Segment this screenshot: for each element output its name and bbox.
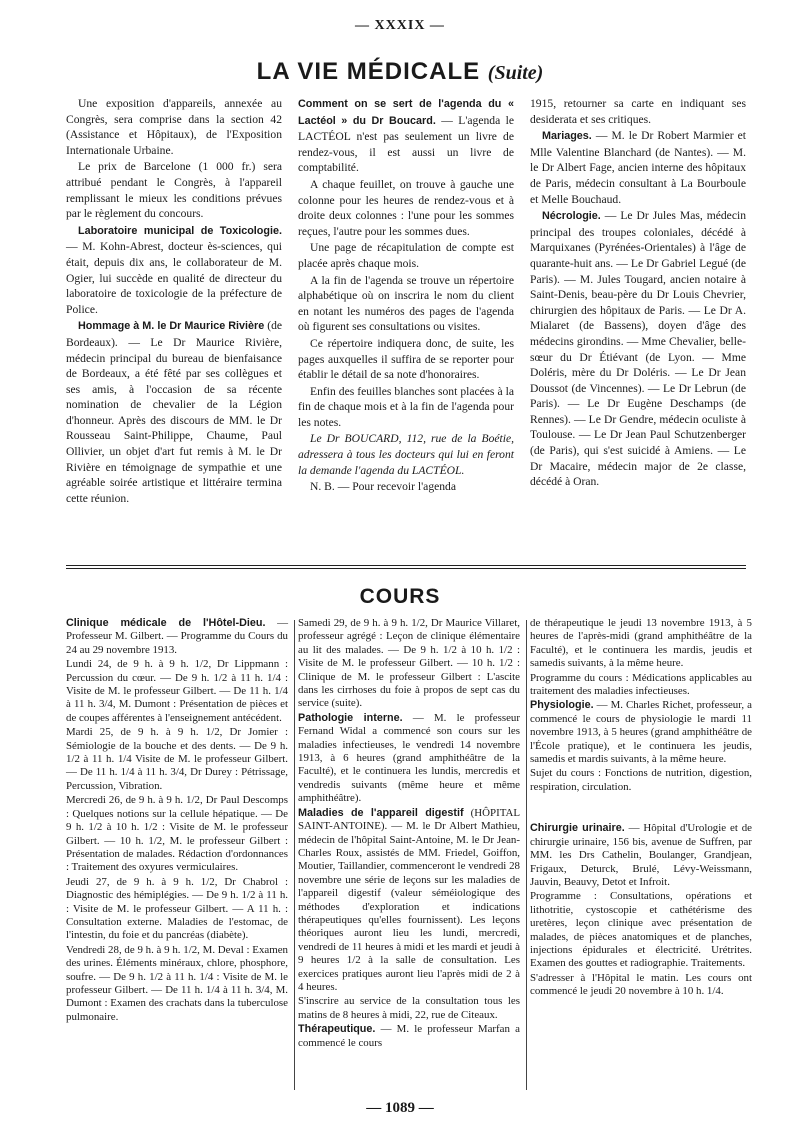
article-body: — Hôpital d'Urologie et de chirurgie urinaire, 156 bis, avenue de Suffren, par MM. les Drs Cathelin, Boulanger, Grandjean, Frigaux, Deturck, Brulé, Lévy-Weissmann, Jauvin, Beauvy, Detot et Infroit. <box>530 822 753 888</box>
cours-columns <box>66 617 752 1050</box>
schedule-lundi: Lundi 24, de 9 h. à 9 h. 1/2, Dr Lippmann : Percussion du cœur. — De 9 h. 1/2 à 11 h. 1/4 : Visite de M. le professeur Gilbert. — De 11 h. 1/4 à 11 h. 3/4, M. Dumont : Présentation de pièces et de coupes afférentes à l'enseignement antécédent. <box>66 658 288 724</box>
paragraph: Le prix de Barcelone (1 000 fr.) sera attribué pendant le Congrès, à l'appareil remplissant le mieux les conditions prévues par le règlement du concours. <box>66 160 282 221</box>
article-mariages <box>530 128 746 207</box>
paragraph: Une page de récapitulation de compte est placée après chaque mois. <box>298 241 514 270</box>
vie-medicale-column-1 <box>66 96 282 506</box>
cours-column-3 <box>530 617 752 1050</box>
vie-medicale-columns <box>66 96 746 506</box>
article-body: — Le Dr Jules Mas, médecin principal des troupes coloniales, décédé à Marquixanes (Pyrénées-Orientales) à l'âge de quarante-huit ans. — Le Dr Gabriel Legué (de Paris). — M. Jules Tougard, ancien notaire à Saint-Denis, beau-père du Dr Louis Chevrier, chirurgien des hôpitaux de Paris. — Le Dr A. Mialaret (de Bassens), doyen d'âge des médecins girondins. — Mme Chevalier, belle-sœur du Dr Étiévant (de Lyon. — Mme Doléris, mère du Dr Doléris. — Le Dr Jean Doussot (de Vincennes). — Le Dr Lebrun (de Paris). — Le Dr Eugène Deschamps (de Rennes). — Le Dr Gendre, médecin oculiste à Toulouse. — Le Dr Jean Paul Schutzenberger (de Paris), qui s'est suicidé à Amiens. — Le Dr Macaire, médecin major de 2e classe, décédé à Oran. <box>530 209 746 489</box>
page-roman-numeral: — XXXIX — <box>355 18 445 33</box>
article-digestif <box>298 807 520 995</box>
article-necrologie <box>530 208 746 490</box>
article-pathologie <box>298 712 520 806</box>
article-body: — L'agenda le LACTÉOL n'est pas seulement un livre de rendez-vous, il est aussi un livre de comptabilité. <box>298 113 515 175</box>
article-agenda <box>298 96 514 176</box>
italic-note: Le Dr BOUCARD, 112, rue de la Boétie, adressera à tous les docteurs qui lui en feront la demande l'agenda du LACTÉOL. <box>298 432 514 477</box>
schedule-vendredi: Vendredi 28, de 9 h. à 9 h. 1/2, M. Deval : Examen des urines. Éléments minéraux, chlore, phosphore, soufre. — De 9 h. 1/2 à 11 h. 1/4 : Visite de M. le professeur Gilbert. — De 11 h. 1/4 à 11 h. 3/4, M. Dumont : Examen des crachats dans la tuberculose pulmonaire. <box>66 943 288 1023</box>
article-body: (de Bordeaux). — Le Dr Maurice Rivière, médecin principal du bureau de bienfaisance de Bordeaux, a été fêté par ses collègues et ses amis, à l'occasion de sa récente nomination de chevalier de la Légion d'honneur. Après des discours de MM. le Dr Rousseau Saint-Philippe, Chaume, Paul Ollivier, un objet d'art fut remis à M. le Dr Rivière en témoignage de sympathie et une agréable soirée artistique et littéraire termina cette réunion. <box>66 319 283 505</box>
cours-column-1 <box>66 617 288 1050</box>
article-heading: Nécrologie. <box>542 210 601 223</box>
paragraph: Ce répertoire indiquera donc, de suite, les pages auxquelles il suffira de se reporter pour établir le détail de sa note d'honoraires. <box>298 336 514 382</box>
section-title-suffix: (Suite) <box>487 62 544 84</box>
schedule-mercredi: Mercredi 26, de 9 h. à 9 h. 1/2, Dr Paul Descomps : Quelques notions sur la cellule hépatique. — De 9 h. 1/2 à 10 h. 1/2 : Visite de M. le professeur Gilbert. — 10 h. 1/2, M. le professeur Gilbert : Présentation de malades. Rédaction d'ordonnances : Traitement des oxyures vermiculaires. <box>66 794 288 874</box>
schedule-mardi: Mardi 25, de 9 h. à 9 h. 1/2, Dr Jomier : Sémiologie de la bouche et des dents. — De 9 h. 1/2 à 11 h. 1/4 Visite de M. le professeur Gilbert. — De 11 h. 1/4 à 11 h. 3/4, Dr Durey : Pétrissage, Percussion, Vibration. <box>66 726 288 792</box>
article-body: — Professeur M. Gilbert. — Programme du Cours du 24 au 29 novembre 1913. <box>66 617 288 656</box>
page-number: — 1089 — <box>366 1100 434 1116</box>
cours-column-2 <box>298 617 520 1050</box>
schedule-jeudi: Jeudi 27, de 9 h. à 9 h. 1/2, Dr Chabrol : Diagnostic des hémiplégies. — De 9 h. 1/2 à 11 h. : Visite de M. le professeur Gilbert. — A 11 h. : Consultation externe. Maladies de l'estomac, de l'intestin, du foie et du pancréas (diabète). <box>66 875 288 942</box>
vie-medicale-column-3 <box>530 96 746 506</box>
article-heading: Pathologie interne. <box>298 711 403 724</box>
paragraph: S'adresser à l'Hôpital le matin. Les cours ont commencé le jeudi 20 novembre à 10 h. 1/4. <box>530 971 752 998</box>
article-therapeutique <box>298 1023 520 1050</box>
paragraph: de thérapeutique le jeudi 13 novembre 1913, à 5 heures de l'après-midi (grand amphithéâtre de la Faculté), et le continuera les mardis, jeudis et samedis suivants, à la même heure. <box>530 617 752 670</box>
paragraph: A chaque feuillet, on trouve à gauche une colonne pour les heures de rendez-vous et à droite deux colonnes : l'une pour les sommes reçues, l'autre pour les sommes dues. <box>298 177 514 238</box>
paragraph: Programme du cours : Médications applicables au traitement des maladies infectieuses. <box>530 671 752 698</box>
article-heading: Thérapeutique. <box>298 1023 376 1036</box>
article-heading: Chirurgie urinaire. <box>530 822 625 835</box>
article-heading: Hommage à M. le Dr Maurice Rivière <box>78 320 265 333</box>
article-heading: Comment on se sert de l'agenda du « Lactéol » du Dr Boucard. <box>298 98 514 127</box>
article-clinique <box>66 617 288 657</box>
article-body: — M. le professeur Marfan a commencé le cours <box>298 1023 520 1049</box>
paragraph-italic <box>298 431 514 478</box>
article-body: — M. le professeur Fernand Widal a commencé son cours sur les maladies infectieuses, le vendredi 14 novembre 1913, à 6 heures (grand amphithéâtre de la Faculté), et le continuera les lundis, mercredis et vendredis suivants (même heure et même amphithéâtre). <box>298 711 520 805</box>
section-title <box>0 58 800 86</box>
paragraph: Enfin des feuilles blanches sont placées à la fin de chaque mois et à la fin de l'agenda pour les notes. <box>298 384 514 429</box>
section-title-text: LA VIE MÉDICALE <box>256 58 481 85</box>
article-body: — M. le Dr Robert Marmier et Mlle Valentine Blanchard (de Nantes). — M. le Dr Albert Fage, ancien interne des hôpitaux de Paris, médecin consultant à La Bourboule et Melle Bouchaud. <box>530 129 746 206</box>
section-divider <box>66 568 746 569</box>
paragraph: N. B. — Pour recevoir l'agenda <box>310 480 457 494</box>
article-chirurgie <box>530 822 752 889</box>
article-body: — M. Charles Richet, professeur, a commencé le cours de physiologie le mardi 11 novembre 1913, à 5 heures (grand amphithéâtre de l'École pratique), et le continuera les jeudis, samedis et mardis suivants, à la même heure. <box>530 699 752 766</box>
paragraph: Une exposition d'appareils, annexée au Congrès, sera comprise dans la section 42 (Assistance et Hôpitaux), de l'Exposition Internationale Urbaine. <box>66 97 282 157</box>
article-heading: Maladies de l'appareil digestif <box>298 806 464 819</box>
cours-title: COURS <box>359 585 441 608</box>
article-heading: Laboratoire municipal de Toxicologie. <box>78 224 282 237</box>
paragraph: 1915, retourner sa carte en indiquant ses desiderata et ses critiques. <box>530 97 746 126</box>
article-heading: Clinique médicale de l'Hôtel-Dieu. <box>66 617 266 629</box>
paragraph: Programme : Consultations, opérations et lithotritie, cystoscopie et cathétérisme des uretères, leçon clinique avec présentation de malades, de pièces anatomiques et de planches, injections épidurales et électricité. Urétrites. Examen des gouttes et radiographie. Traitements. <box>530 890 752 970</box>
section-divider <box>66 565 746 566</box>
article-physiologie <box>530 699 752 766</box>
article-heading: Physiologie. <box>530 699 594 712</box>
article-hommage <box>66 318 282 506</box>
paragraph: Sujet du cours : Fonctions de nutrition, digestion, respiration, circulation. <box>530 767 752 793</box>
article-laboratoire <box>66 223 282 318</box>
vie-medicale-column-2 <box>298 96 514 506</box>
paragraph: A la fin de l'agenda se trouve un répertoire alphabétique où on inscrira le nom du client en notant les numéros des pages de l'agenda où figurent ses consultations ou visites. <box>298 273 514 334</box>
article-body: (HÔPITAL SAINT-ANTOINE). — M. le Dr Albert Mathieu, médecin de l'hôpital Saint-Antoine, M. le Dr Jean-Charles Roux, assistés de MM. Friedel, Goiffon, Moutier, Taillandier, commenceront le vendredi 28 novembre une série de leçons sur les maladies de l'appareil digestif (valeur séméiologique des méthodes d'exploration et indications thérapeutiques qu'elles fournissent). Les leçons théoriques auront lieu les lundi, mercredi, vendredi de 11 heures à midi et les mardi et jeudi à 9 heures 1/2 à la salle de consultation. Les exercices pratiques auront lieu l'après midi de 2 à 4 heures. <box>298 806 520 993</box>
article-body: — M. Kohn-Abrest, docteur ès-sciences, qui était, depuis dix ans, le collaborateur de M. Ogier, lui succède en qualité de directeur du laboratoire de toxicologie de la préfecture de Police. <box>66 240 282 316</box>
article-heading: Mariages. <box>542 130 592 143</box>
schedule-samedi: Samedi 29, de 9 h. à 9 h. 1/2, Dr Maurice Villaret, professeur agrégé : Leçon de clinique élémentaire au lit des malades. — De 9 h. 1/2 à 10 h. 1/2 : Visite de M. le professeur Gilbert. — 10 h. 1/2 : Clinique de M. le professeur Gilbert : L'ascite dans les cirrhoses du foie à propos de sept cas du service (suite). <box>298 617 520 710</box>
paragraph: S'inscrire au service de la consultation tous les matins de 8 heures à midi, 22, rue de Citeaux. <box>298 995 520 1021</box>
